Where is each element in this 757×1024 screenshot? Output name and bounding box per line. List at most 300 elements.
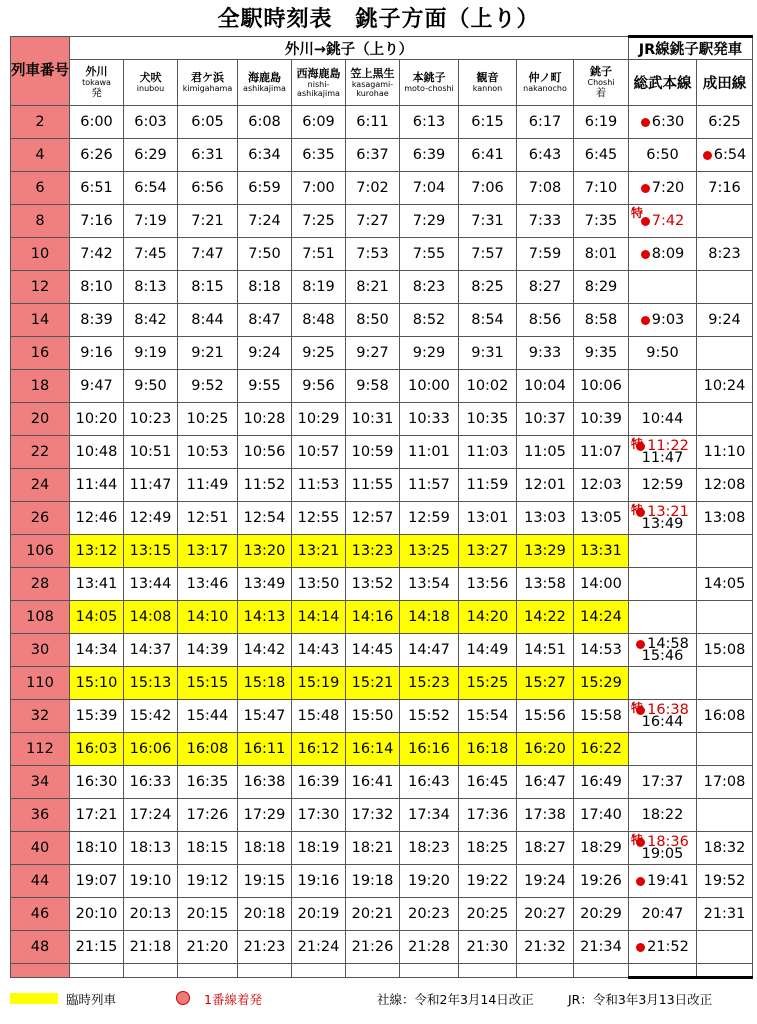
departure-time: 6:34 [238, 139, 292, 172]
jr-time: 12:59 [641, 477, 684, 493]
departure-time: 20:23 [400, 898, 459, 931]
departure-time: 19:26 [574, 865, 629, 898]
departure-time: 14:47 [400, 634, 459, 667]
departure-time: 15:44 [178, 700, 238, 733]
departure-time: 21:28 [400, 931, 459, 964]
departure-time: 6:59 [238, 172, 292, 205]
limited-express-mark: 特 [631, 437, 644, 451]
departure-time: 12:51 [178, 502, 238, 535]
train-number: 34 [11, 766, 70, 799]
jr-time: 10:44 [641, 411, 684, 427]
jr-sobu-connection [629, 766, 697, 799]
departure-time: 19:07 [70, 865, 124, 898]
departure-time: 9:25 [292, 337, 346, 370]
departure-time: 8:29 [574, 271, 629, 304]
train-number: 8 [11, 205, 70, 238]
departure-time: 19:10 [124, 865, 178, 898]
jr-narita-connection [697, 568, 753, 601]
departure-time: 8:23 [400, 271, 459, 304]
departure-time: 17:30 [292, 799, 346, 832]
departure-time: 20:13 [124, 898, 178, 931]
departure-time: 10:56 [238, 436, 292, 469]
departure-time: 13:29 [517, 535, 574, 568]
jr-sobu-connection [629, 502, 697, 535]
departure-time: 12:59 [400, 502, 459, 535]
departure-time: 7:31 [459, 205, 517, 238]
jr-time: 13:08 [703, 510, 746, 526]
departure-time: 17:36 [459, 799, 517, 832]
departure-time: 15:56 [517, 700, 574, 733]
jr-sobu-connection [629, 139, 697, 172]
jr-sobu-connection [629, 106, 697, 139]
train-no-header: 列車番号 [11, 37, 70, 106]
departure-time: 21:24 [292, 931, 346, 964]
departure-time: 19:12 [178, 865, 238, 898]
station-ja: 西海鹿島 [296, 66, 341, 80]
departure-time: 7:24 [238, 205, 292, 238]
departure-time: 18:21 [346, 832, 400, 865]
legend-private-revision: 社線：令和2年3月14日改正 [377, 992, 534, 1007]
departure-time: 6:13 [400, 106, 459, 139]
jr-narita-connection [697, 667, 753, 700]
departure-time: 21:23 [238, 931, 292, 964]
departure-time: 6:31 [178, 139, 238, 172]
departure-time: 15:21 [346, 667, 400, 700]
train-row [11, 634, 753, 667]
departure-time: 20:25 [459, 898, 517, 931]
train-row [11, 700, 753, 733]
station-suffix: 着 [595, 87, 607, 99]
departure-time: 19:24 [517, 865, 574, 898]
limited-express-mark: 特 [631, 833, 644, 847]
departure-time: 14:24 [574, 601, 629, 634]
station-suffix: 発 [91, 87, 102, 99]
departure-time: 15:58 [574, 700, 629, 733]
departure-time: 14:49 [459, 634, 517, 667]
platform1-dot-icon [641, 250, 650, 259]
departure-time: 15:27 [517, 667, 574, 700]
train-row [11, 238, 753, 271]
page-title: 全駅時刻表 銚子方面（上り） [217, 7, 540, 32]
departure-time: 8:48 [292, 304, 346, 337]
departure-time: 8:44 [178, 304, 238, 337]
departure-time: 13:50 [292, 568, 346, 601]
train-number: 40 [11, 832, 70, 865]
departure-time: 14:42 [238, 634, 292, 667]
jr-narita-connection [697, 700, 753, 733]
departure-time: 6:08 [238, 106, 292, 139]
departure-time: 6:26 [70, 139, 124, 172]
jr-time: 9:03 [651, 312, 685, 328]
jr-sobu-connection [629, 832, 697, 865]
departure-time: 9:50 [124, 370, 178, 403]
departure-time: 8:52 [400, 304, 459, 337]
jr-narita-connection [697, 898, 753, 931]
departure-time: 10:53 [178, 436, 238, 469]
departure-time: 8:18 [238, 271, 292, 304]
jr-narita-header: 成田線 [697, 60, 753, 106]
departure-time: 17:32 [346, 799, 400, 832]
departure-time: 7:10 [574, 172, 629, 205]
jr-time: 15:46 [641, 648, 684, 664]
departure-time: 13:58 [517, 568, 574, 601]
station-romaji: inubou [136, 84, 165, 93]
departure-time: 18:10 [70, 832, 124, 865]
station-romaji: tokawa [82, 78, 111, 87]
departure-time: 10:28 [238, 403, 292, 436]
departure-time: 7:55 [400, 238, 459, 271]
departure-time: 10:23 [124, 403, 178, 436]
departure-time: 13:05 [574, 502, 629, 535]
jr-time: 9:50 [646, 345, 679, 361]
departure-time: 16:16 [400, 733, 459, 766]
train-number: 18 [11, 370, 70, 403]
departure-time: 7:33 [517, 205, 574, 238]
jr-time: 11:22 [647, 438, 689, 454]
departure-time: 13:23 [346, 535, 400, 568]
departure-time: 8:27 [517, 271, 574, 304]
station-header [178, 60, 238, 106]
departure-time: 16:33 [124, 766, 178, 799]
departure-time: 9:58 [346, 370, 400, 403]
departure-time: 18:23 [400, 832, 459, 865]
departure-time: 10:29 [292, 403, 346, 436]
jr-time: 6:30 [651, 114, 685, 130]
train-row [11, 799, 753, 832]
departure-time: 9:52 [178, 370, 238, 403]
departure-time: 14:16 [346, 601, 400, 634]
departure-time: 8:42 [124, 304, 178, 337]
station-ja: 観音 [476, 71, 499, 84]
train-row [11, 370, 753, 403]
departure-time: 18:13 [124, 832, 178, 865]
jr-sobu-connection [629, 337, 697, 370]
departure-time: 15:10 [70, 667, 124, 700]
jr-time: 6:54 [713, 147, 747, 163]
departure-time: 19:22 [459, 865, 517, 898]
train-row [11, 271, 753, 304]
train-number: 22 [11, 436, 70, 469]
departure-time: 16:03 [70, 733, 124, 766]
jr-narita-connection [697, 238, 753, 271]
departure-time: 17:21 [70, 799, 124, 832]
departure-time: 9:47 [70, 370, 124, 403]
departure-time: 8:39 [70, 304, 124, 337]
departure-time: 13:41 [70, 568, 124, 601]
jr-narita-connection [697, 931, 753, 964]
limited-express-mark: 特 [631, 206, 644, 220]
departure-time: 9:29 [400, 337, 459, 370]
jr-time: 8:09 [651, 246, 685, 262]
departure-time: 19:18 [346, 865, 400, 898]
jr-sobu-connection [629, 304, 697, 337]
departure-time: 8:21 [346, 271, 400, 304]
jr-narita-connection [697, 370, 753, 403]
departure-time: 7:57 [459, 238, 517, 271]
jr-sobu-connection [629, 931, 697, 964]
jr-sobu-connection [629, 865, 697, 898]
train-number: 30 [11, 634, 70, 667]
departure-time: 8:54 [459, 304, 517, 337]
departure-time: 9:16 [70, 337, 124, 370]
jr-sobu-connection [629, 403, 697, 436]
departure-time: 14:51 [517, 634, 574, 667]
station-ja: 犬吠 [139, 71, 162, 84]
jr-time: 14:05 [703, 576, 746, 592]
train-number: 46 [11, 898, 70, 931]
train-number: 16 [11, 337, 70, 370]
jr-sobu-connection [629, 898, 697, 931]
departure-time: 9:19 [124, 337, 178, 370]
jr-narita-connection [697, 832, 753, 865]
limited-express-mark: 特 [631, 503, 644, 517]
departure-time: 21:34 [574, 931, 629, 964]
departure-time: 15:52 [400, 700, 459, 733]
departure-time: 7:42 [70, 238, 124, 271]
departure-time: 16:49 [574, 766, 629, 799]
departure-time: 14:18 [400, 601, 459, 634]
departure-time: 6:35 [292, 139, 346, 172]
departure-time: 14:53 [574, 634, 629, 667]
departure-time: 16:14 [346, 733, 400, 766]
legend-jr-revision: JR：令和3年3月13日改正 [568, 992, 713, 1007]
jr-time: 17:37 [641, 774, 684, 790]
departure-time: 20:19 [292, 898, 346, 931]
jr-narita-connection [697, 601, 753, 634]
departure-time: 6:11 [346, 106, 400, 139]
departure-time: 12:01 [517, 469, 574, 502]
train-number: 14 [11, 304, 70, 337]
jr-sobu-connection [629, 634, 697, 667]
departure-time: 10:51 [124, 436, 178, 469]
departure-time: 14:13 [238, 601, 292, 634]
departure-time: 13:25 [400, 535, 459, 568]
departure-time: 7:16 [70, 205, 124, 238]
jr-time: 19:05 [641, 846, 684, 862]
departure-time: 17:29 [238, 799, 292, 832]
jr-time: 10:24 [703, 378, 746, 394]
station-header [238, 60, 292, 106]
departure-time: 8:10 [70, 271, 124, 304]
departure-time: 8:13 [124, 271, 178, 304]
departure-time: 13:27 [459, 535, 517, 568]
platform1-dot-icon [641, 184, 650, 193]
departure-time: 7:21 [178, 205, 238, 238]
train-row [11, 205, 753, 238]
jr-sobu-connection [629, 205, 697, 238]
departure-time: 18:15 [178, 832, 238, 865]
jr-time: 7:16 [708, 180, 741, 196]
jr-time: 7:42 [651, 213, 685, 229]
departure-time: 15:15 [178, 667, 238, 700]
departure-time: 6:54 [124, 172, 178, 205]
departure-time: 9:33 [517, 337, 574, 370]
departure-time: 16:38 [238, 766, 292, 799]
train-number: 108 [11, 601, 70, 634]
jr-time: 11:10 [703, 444, 746, 460]
departure-time: 15:39 [70, 700, 124, 733]
departure-time: 7:27 [346, 205, 400, 238]
departure-time: 6:56 [178, 172, 238, 205]
station-ja: 銚子 [590, 65, 612, 78]
departure-time: 11:57 [400, 469, 459, 502]
station-header [346, 60, 400, 106]
station-romaji: moto-choshi [404, 84, 454, 93]
jr-time: 19:52 [703, 873, 746, 889]
departure-time: 6:00 [70, 106, 124, 139]
departure-time: 17:24 [124, 799, 178, 832]
station-romaji: nakanocho [523, 84, 567, 93]
departure-time: 16:11 [238, 733, 292, 766]
platform1-dot-icon [703, 151, 712, 160]
departure-time: 8:25 [459, 271, 517, 304]
platform1-dot-icon [636, 943, 645, 952]
departure-time: 19:16 [292, 865, 346, 898]
departure-time: 8:19 [292, 271, 346, 304]
departure-time: 20:27 [517, 898, 574, 931]
jr-time: 6:25 [708, 114, 741, 130]
departure-time: 8:47 [238, 304, 292, 337]
jr-narita-connection [697, 304, 753, 337]
departure-time: 13:15 [124, 535, 178, 568]
jr-sobu-connection [629, 238, 697, 271]
train-number: 12 [11, 271, 70, 304]
station-ja: 本銚子 [412, 71, 446, 84]
jr-narita-connection [697, 337, 753, 370]
jr-time: 21:52 [647, 939, 689, 955]
departure-time: 16:47 [517, 766, 574, 799]
departure-time: 11:01 [400, 436, 459, 469]
jr-narita-connection [697, 469, 753, 502]
station-header [70, 60, 124, 106]
train-number: 24 [11, 469, 70, 502]
departure-time: 9:56 [292, 370, 346, 403]
train-row [11, 139, 753, 172]
departure-time: 9:55 [238, 370, 292, 403]
departure-time: 18:25 [459, 832, 517, 865]
station-romaji: nishi-ashikajima [297, 79, 340, 98]
departure-time: 6:51 [70, 172, 124, 205]
departure-time: 13:12 [70, 535, 124, 568]
jr-sobu-connection [629, 436, 697, 469]
departure-time: 6:29 [124, 139, 178, 172]
extra-train-row [11, 667, 753, 700]
jr-narita-connection [697, 139, 753, 172]
jr-time: 13:21 [647, 504, 689, 520]
train-number: 44 [11, 865, 70, 898]
departure-time: 16:06 [124, 733, 178, 766]
departure-time: 15:19 [292, 667, 346, 700]
extra-train-row [11, 601, 753, 634]
departure-time: 13:21 [292, 535, 346, 568]
train-row [11, 865, 753, 898]
train-row [11, 766, 753, 799]
departure-time: 10:04 [517, 370, 574, 403]
limited-express-mark: 特 [631, 701, 644, 715]
jr-sobu-header: 総武本線 [629, 60, 697, 106]
jr-time: 6:50 [646, 147, 679, 163]
station-header [400, 60, 459, 106]
departure-time: 7:06 [459, 172, 517, 205]
departure-time: 13:49 [238, 568, 292, 601]
departure-time: 17:38 [517, 799, 574, 832]
departure-time: 7:59 [517, 238, 574, 271]
train-row [11, 172, 753, 205]
station-header [292, 60, 346, 106]
departure-time: 8:56 [517, 304, 574, 337]
departure-time: 9:27 [346, 337, 400, 370]
jr-time: 13:49 [641, 516, 684, 532]
departure-time: 14:14 [292, 601, 346, 634]
jr-time: 12:08 [703, 477, 746, 493]
departure-time: 10:37 [517, 403, 574, 436]
train-row [11, 403, 753, 436]
departure-time: 12:03 [574, 469, 629, 502]
departure-time: 13:44 [124, 568, 178, 601]
departure-time: 13:20 [238, 535, 292, 568]
train-row [11, 436, 753, 469]
departure-time: 12:46 [70, 502, 124, 535]
departure-time: 16:30 [70, 766, 124, 799]
train-row [11, 931, 753, 964]
departure-time: 21:18 [124, 931, 178, 964]
station-romaji: kimigahama [182, 84, 233, 93]
departure-time: 15:18 [238, 667, 292, 700]
platform1-dot-icon [641, 118, 650, 127]
station-romaji: Choshi [587, 78, 615, 87]
departure-time: 18:19 [292, 832, 346, 865]
jr-time: 14:58 [647, 636, 689, 652]
jr-sobu-connection [629, 568, 697, 601]
jr-time: 18:36 [647, 834, 689, 850]
departure-time: 13:17 [178, 535, 238, 568]
departure-time: 7:29 [400, 205, 459, 238]
departure-time: 11:03 [459, 436, 517, 469]
departure-time: 17:26 [178, 799, 238, 832]
choshi-dentetsu-header: 外川→銚子（上り） [70, 37, 629, 60]
departure-time: 9:21 [178, 337, 238, 370]
departure-time: 17:34 [400, 799, 459, 832]
jr-sobu-connection [629, 271, 697, 304]
departure-time: 10:33 [400, 403, 459, 436]
jr-time: 18:32 [703, 840, 746, 856]
jr-narita-connection [697, 271, 753, 304]
train-row [11, 568, 753, 601]
departure-time: 16:45 [459, 766, 517, 799]
station-header [459, 60, 517, 106]
station-ja: 外川 [85, 65, 108, 78]
train-number: 4 [11, 139, 70, 172]
extra-train-row [11, 733, 753, 766]
train-number: 110 [11, 667, 70, 700]
station-romaji: kasagami-kurohae [351, 79, 394, 98]
train-row [11, 832, 753, 865]
departure-time: 6:43 [517, 139, 574, 172]
jr-narita-connection [697, 865, 753, 898]
jr-sobu-connection [629, 799, 697, 832]
jr-sobu-connection [629, 700, 697, 733]
departure-time: 7:51 [292, 238, 346, 271]
departure-time: 18:29 [574, 832, 629, 865]
departure-time: 18:18 [238, 832, 292, 865]
departure-time: 19:20 [400, 865, 459, 898]
departure-time: 11:49 [178, 469, 238, 502]
train-row [11, 898, 753, 931]
departure-time: 21:26 [346, 931, 400, 964]
legend-extra-train: 臨時列車 [66, 992, 117, 1007]
departure-time: 11:59 [459, 469, 517, 502]
departure-time: 12:57 [346, 502, 400, 535]
